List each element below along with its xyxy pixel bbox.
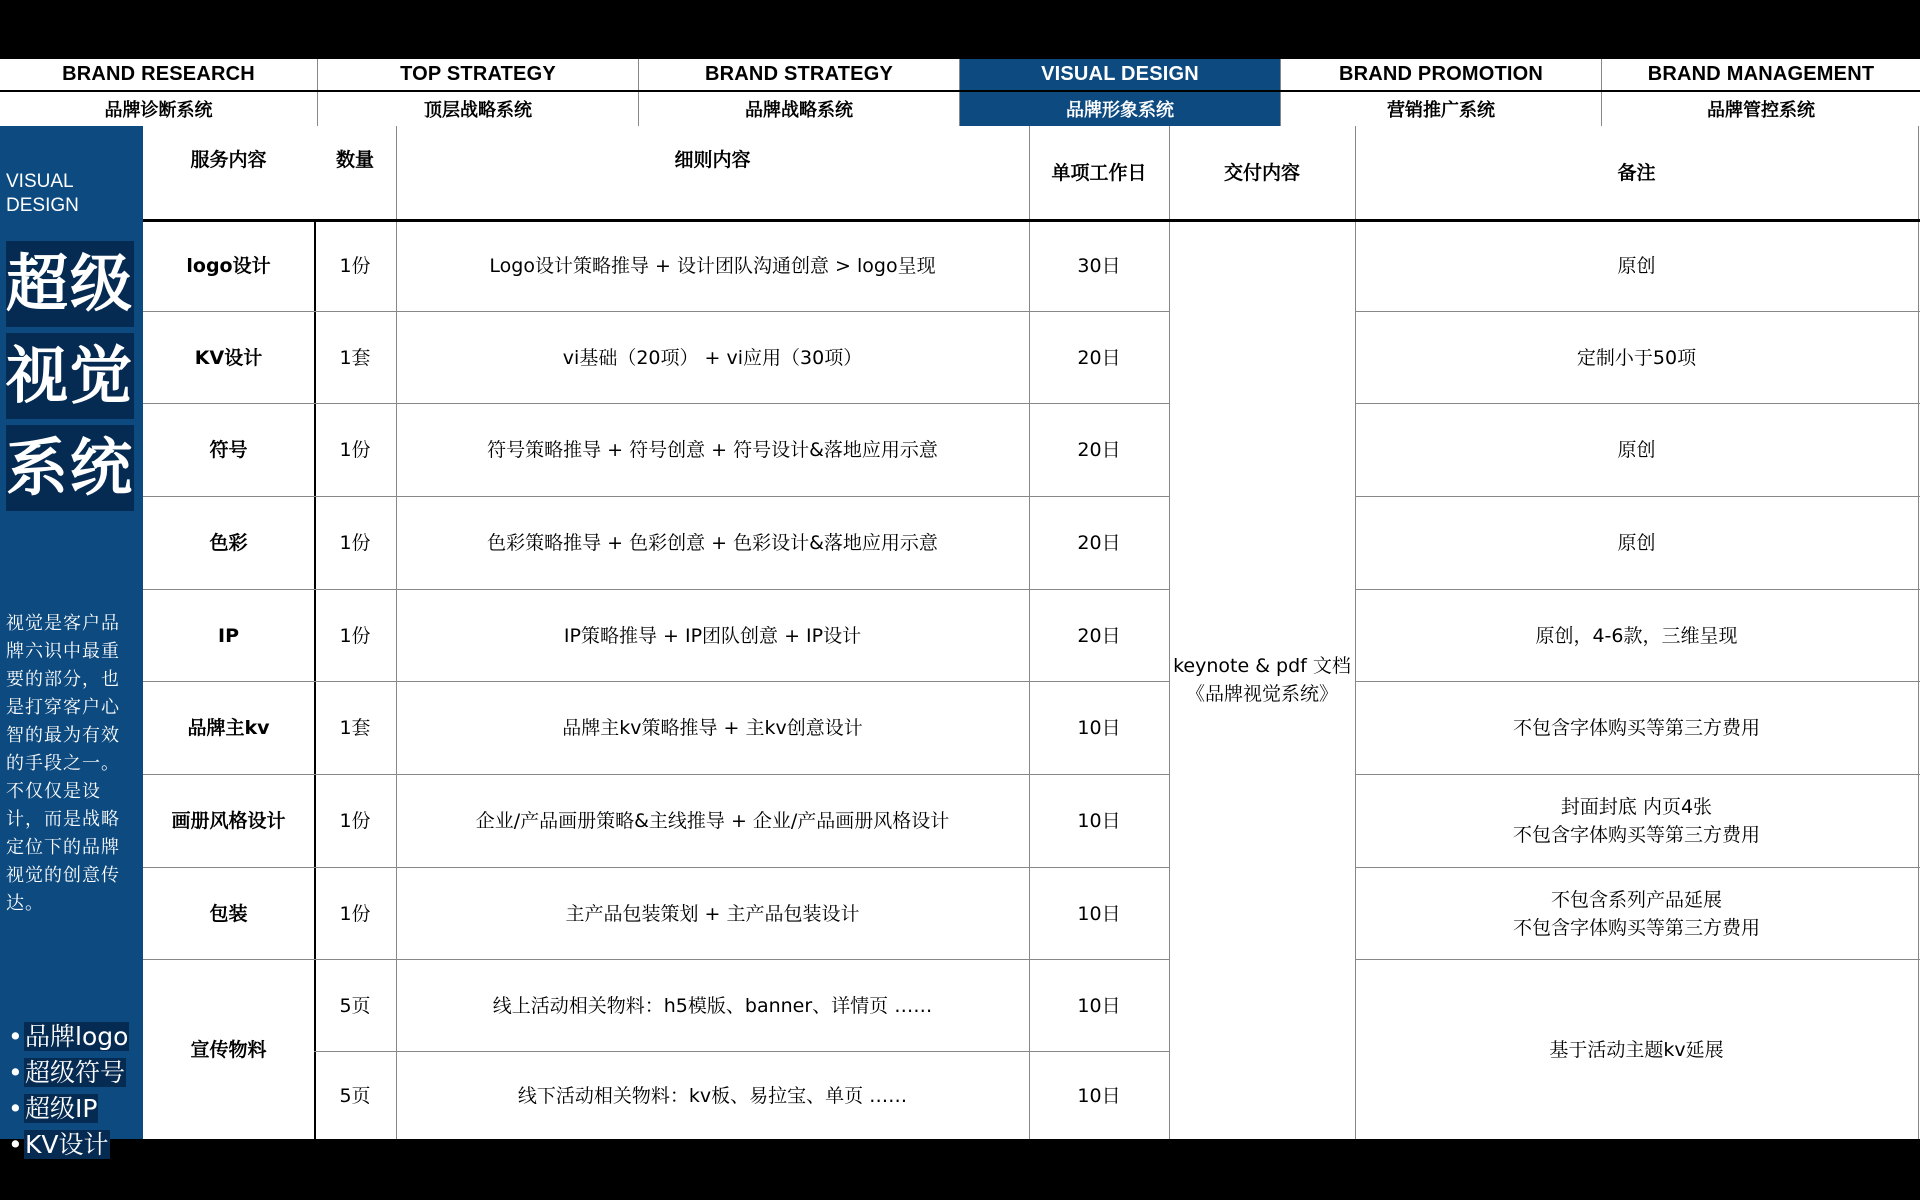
sidebar-bullet-list xyxy=(8,1019,129,1163)
cell-workdays: 20日 xyxy=(1077,624,1121,647)
sidebar xyxy=(0,126,143,1159)
cell-details: 品牌主kv策略推导 + 主kv创意设计 xyxy=(562,717,863,739)
cell-notes xyxy=(1355,775,1918,867)
cell-details: vi基础（20项） + vi应用（30项） xyxy=(562,346,863,369)
bullet-dot-icon: • xyxy=(8,1094,23,1123)
nav-tab-brand-management[interactable]: BRAND MANAGEMENT xyxy=(1601,59,1920,90)
bullet-item xyxy=(8,1055,129,1091)
cell-workdays: 20日 xyxy=(1077,346,1121,369)
cell-notes xyxy=(1355,868,1918,959)
header-details: 细则内容 xyxy=(674,149,751,171)
bullet-item xyxy=(8,1019,129,1055)
bullet-dot-icon: • xyxy=(8,1058,23,1087)
cell-quantity: 1套 xyxy=(339,346,371,369)
cell-quantity: 5页 xyxy=(339,1084,371,1107)
cell-workdays: 10日 xyxy=(1077,717,1121,739)
big-title-line: 视觉 xyxy=(6,333,134,419)
cell-quantity: 1份 xyxy=(339,532,371,554)
bullet-text: KV设计 xyxy=(25,1130,109,1159)
slide xyxy=(0,59,1920,1159)
sidebar-description: 视觉是客户品牌六识中最重要的部分，也是打穿客户心智的最为有效的手段之一。不仅仅是设计，而是战略定位下的品牌视觉的创意传达。 xyxy=(6,613,120,914)
cell-details: Logo设计策略推导 + 设计团队沟通创意 > logo呈现 xyxy=(489,254,936,277)
bullet-dot-icon: • xyxy=(8,1022,23,1051)
nav-subtab-brand-management[interactable]: 品牌管控系统 xyxy=(1601,92,1920,126)
cell-workdays: 20日 xyxy=(1077,439,1121,461)
cell-service: IP xyxy=(218,624,239,647)
nav-tab-top-strategy[interactable]: TOP STRATEGY xyxy=(317,59,638,90)
sidebar-big-title xyxy=(6,241,134,517)
nav-subtab-brand-strategy[interactable]: 品牌战略系统 xyxy=(638,92,959,126)
nav-tab-brand-strategy[interactable]: BRAND STRATEGY xyxy=(638,59,959,90)
note-line: 封面封底 内页4张 xyxy=(1560,796,1713,818)
cell-notes: 原创 xyxy=(1617,439,1656,461)
cell-workdays: 10日 xyxy=(1077,902,1121,925)
cell-quantity: 1份 xyxy=(339,902,371,925)
bullet-text: 超级IP xyxy=(25,1094,98,1123)
cell-service: 品牌主kv xyxy=(187,717,270,739)
nav-tab-brand-research[interactable]: BRAND RESEARCH xyxy=(62,63,255,85)
nav-subtab-brand-promotion[interactable]: 营销推广系统 xyxy=(1280,92,1601,126)
cell-notes: 原创，4-6款，三维呈现 xyxy=(1535,624,1738,647)
nav-tab-brand-promotion[interactable]: BRAND PROMOTION xyxy=(1280,59,1601,90)
cell-service: 符号 xyxy=(209,439,248,461)
header-service: 服务内容 xyxy=(190,149,267,171)
header-notes: 备注 xyxy=(1617,161,1656,184)
header-delivery: 交付内容 xyxy=(1223,161,1300,184)
header-workdays: 单项工作日 xyxy=(1051,161,1147,184)
big-title-line: 超级 xyxy=(6,241,134,327)
cell-notes: 基于活动主题kv延展 xyxy=(1549,1038,1724,1061)
nav-subtab-top-strategy[interactable]: 顶层战略系统 xyxy=(317,92,638,126)
top-nav-chinese xyxy=(0,92,1920,126)
cell-service: logo设计 xyxy=(186,254,271,277)
cell-service: 画册风格设计 xyxy=(171,810,286,832)
cell-delivery xyxy=(1169,220,1355,1139)
note-line: 不包含字体购买等第三方费用 xyxy=(1512,824,1760,846)
bullet-text: 超级符号 xyxy=(25,1058,126,1087)
bullet-item xyxy=(8,1091,129,1127)
top-nav-english xyxy=(0,59,1920,92)
bullet-item xyxy=(8,1127,129,1163)
cell-quantity: 1份 xyxy=(339,624,371,647)
cell-service: 色彩 xyxy=(209,532,248,554)
nav-tab-visual-design[interactable]: VISUAL DESIGN xyxy=(959,59,1280,90)
cell-details: 色彩策略推导 + 色彩创意 + 色彩设计&落地应用示意 xyxy=(487,532,938,554)
note-line: 不包含字体购买等第三方费用 xyxy=(1512,916,1760,939)
cell-quantity: 5页 xyxy=(339,994,371,1017)
delivery-line: keynote & pdf 文档 xyxy=(1173,654,1351,677)
cell-details: 企业/产品画册策略&主线推导 + 企业/产品画册风格设计 xyxy=(475,810,950,832)
cell-notes: 定制小于50项 xyxy=(1576,346,1697,369)
sidebar-tag-line: DESIGN xyxy=(6,195,79,216)
cell-details: IP策略推导 + IP团队创意 + IP设计 xyxy=(563,624,862,647)
nav-subtab-visual-design[interactable]: 品牌形象系统 xyxy=(959,92,1280,126)
bullet-text: 品牌logo xyxy=(25,1022,129,1051)
cell-notes: 原创 xyxy=(1617,532,1656,554)
cell-workdays: 10日 xyxy=(1077,810,1121,832)
big-title-line: 系统 xyxy=(6,425,134,511)
sidebar-section-tag xyxy=(6,170,79,218)
delivery-line: 《品牌视觉系统》 xyxy=(1185,682,1338,705)
bullet-dot-icon: • xyxy=(8,1130,23,1159)
sidebar-tag-line: VISUAL xyxy=(6,171,74,192)
cell-workdays: 30日 xyxy=(1077,254,1121,277)
note-line: 不包含系列产品延展 xyxy=(1550,888,1722,911)
cell-notes: 原创 xyxy=(1617,254,1656,277)
header-quantity: 数量 xyxy=(335,149,374,171)
cell-details: 线下活动相关物料：kv板、易拉宝、单页 …… xyxy=(517,1084,908,1107)
cell-service: 宣传物料 xyxy=(190,1038,267,1061)
cell-service: KV设计 xyxy=(194,346,263,369)
cell-workdays: 10日 xyxy=(1077,994,1121,1017)
cell-notes: 不包含字体购买等第三方费用 xyxy=(1512,717,1760,739)
cell-quantity: 1份 xyxy=(339,254,371,277)
cell-workdays: 10日 xyxy=(1077,1084,1121,1107)
cell-details: 线上活动相关物料：h5模版、banner、详情页 …… xyxy=(492,994,933,1017)
nav-subtab-brand-research[interactable]: 品牌诊断系统 xyxy=(104,100,213,121)
cell-details: 符号策略推导 + 符号创意 + 符号设计&落地应用示意 xyxy=(487,439,938,461)
cell-quantity: 1套 xyxy=(339,717,371,739)
cell-quantity: 1份 xyxy=(339,810,371,832)
cell-quantity: 1份 xyxy=(339,439,371,461)
col-divider xyxy=(1918,126,1919,1139)
cell-service: 包装 xyxy=(209,902,248,925)
cell-details: 主产品包装策划 + 主产品包装设计 xyxy=(565,902,860,925)
cell-workdays: 20日 xyxy=(1077,532,1121,554)
